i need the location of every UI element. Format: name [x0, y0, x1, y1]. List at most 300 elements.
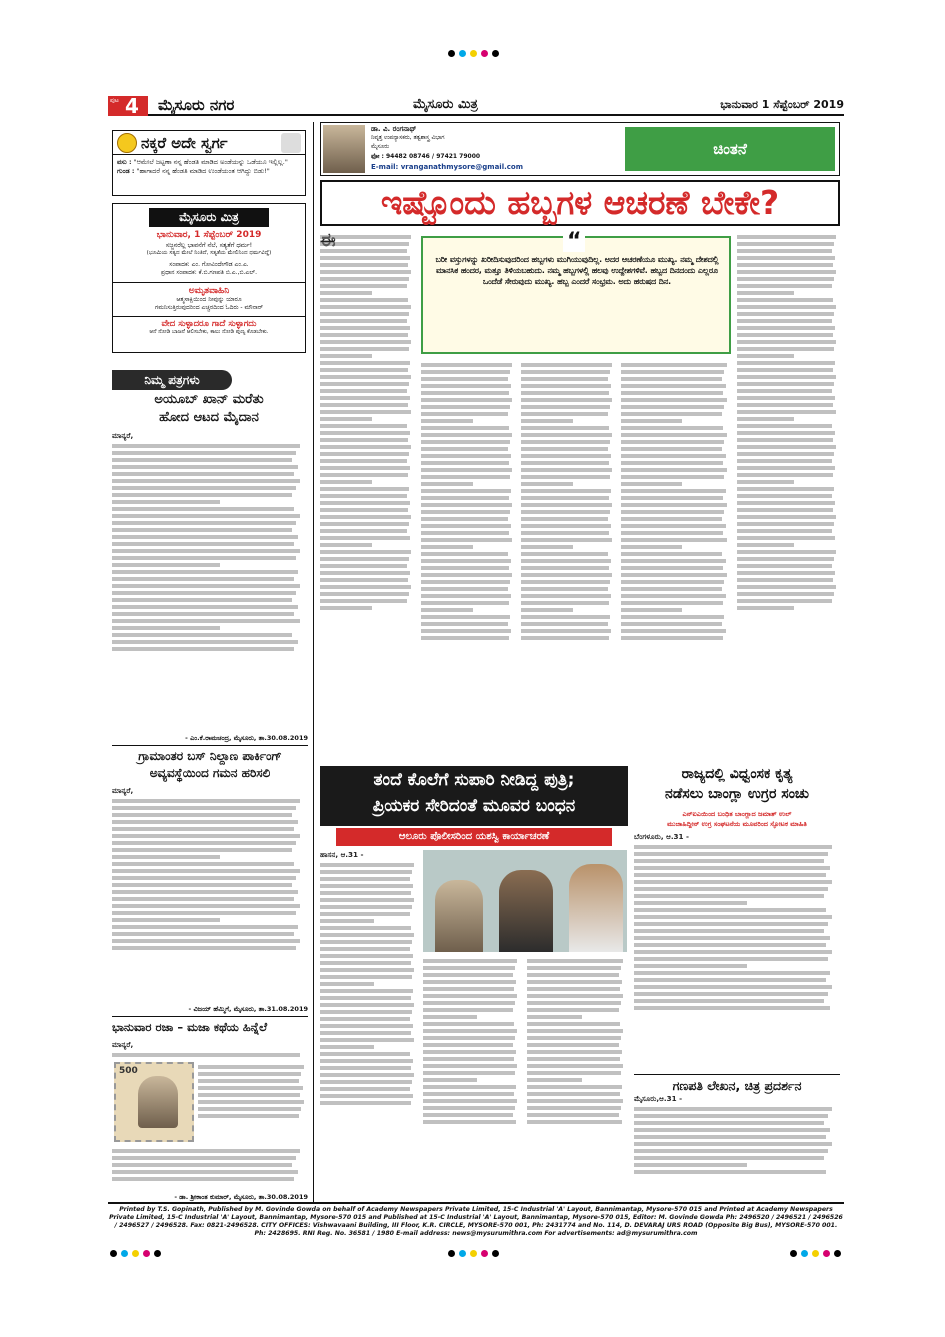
text-line — [198, 1072, 301, 1076]
text-line — [320, 947, 410, 951]
author-city: ಮೈಸೂರು — [371, 144, 390, 150]
letter-3-body — [198, 1062, 308, 1144]
text-line — [320, 235, 411, 239]
text-line — [421, 580, 510, 584]
text-line — [521, 461, 609, 465]
text-line — [112, 619, 300, 623]
bangla-headline-2: ನಡೆಸಲು ಬಾಂಗ್ಲಾ ಉಗ್ರರ ಸಂಚು — [665, 786, 809, 802]
text-line — [320, 466, 410, 470]
text-line — [421, 566, 509, 570]
bangla-text — [634, 845, 840, 1010]
text-line — [634, 1128, 830, 1132]
text-line — [112, 500, 220, 504]
text-line — [320, 291, 372, 295]
text-line — [320, 884, 413, 888]
text-line — [621, 636, 723, 640]
chintane-headline: ಇಷ್ಟೊಂದು ಹಬ್ಬಗಳ ಆಚರಣೆ ಬೇಕೇ? — [320, 180, 840, 226]
reg-dot-black — [448, 50, 455, 57]
crime-headline-1: ತಂದೆ ಕೊಲೆಗೆ ಸುಪಾರಿ ನೀಡಿದ್ದ ಪುತ್ರಿ; — [373, 770, 575, 790]
page-label: ಪುಟ — [110, 97, 119, 104]
text-line — [421, 384, 511, 388]
text-line — [621, 412, 722, 416]
chintane-col-1 — [320, 232, 415, 752]
text-line — [737, 263, 833, 267]
text-line — [320, 1003, 414, 1007]
text-line — [112, 806, 296, 810]
text-line — [112, 1053, 300, 1057]
text-line — [421, 573, 512, 577]
masthead-tagline-1: ಸಜ್ಜನರೆಲ್ಲ ಭಾವನೆಗೆ ನೆಲೆ, ಸತ್ಯತೆಗೆ ಧರ್ಮ! — [165, 242, 253, 249]
letter-2-title-a: ಗ್ರಾಮಾಂತರ ಬಸ್ ನಿಲ್ದಾಣ ಪಾರ್ಕಿಂಗ್ — [138, 749, 282, 763]
text-line — [320, 368, 408, 372]
text-line — [320, 270, 411, 274]
text-line — [112, 612, 294, 616]
text-line — [112, 591, 296, 595]
text-line — [320, 1031, 411, 1035]
text-line — [737, 536, 835, 540]
reg-dot-b1 — [110, 1250, 117, 1257]
text-line — [634, 1163, 747, 1167]
reg-dot-r5 — [834, 1250, 841, 1257]
text-line — [112, 556, 296, 560]
text-line — [320, 417, 372, 421]
text-line — [521, 433, 612, 437]
text-line — [737, 417, 794, 421]
text-line — [320, 263, 408, 267]
text-line — [423, 1099, 517, 1103]
text-line — [634, 1135, 826, 1139]
text-line — [320, 361, 410, 365]
text-line — [634, 1156, 824, 1160]
text-line — [320, 459, 407, 463]
text-line — [320, 989, 413, 993]
text-line — [737, 291, 794, 295]
text-line — [634, 894, 824, 898]
text-line — [737, 438, 833, 442]
text-line — [621, 524, 726, 528]
text-line — [421, 440, 510, 444]
text-line — [320, 319, 407, 323]
text-line — [423, 1022, 514, 1026]
text-line — [737, 333, 833, 337]
letter-3-signature: - ಡಾ. ಶ್ರೀಕಾಂತ ಕುಮಾರ್, ಮೈಸೂರು, ತಾ.30.08.2019 — [174, 1193, 308, 1201]
ganapati-dateline: ಮೈಸೂರು,ಆ.31 - — [634, 1094, 683, 1103]
text-line — [198, 1079, 299, 1083]
text-line — [320, 277, 409, 281]
text-line — [621, 594, 726, 598]
text-line — [634, 1149, 828, 1153]
text-line — [521, 419, 573, 423]
text-line — [320, 1073, 414, 1077]
text-line — [737, 578, 833, 582]
text-line — [320, 940, 412, 944]
text-line — [521, 636, 609, 640]
text-line — [737, 242, 834, 246]
text-line — [634, 1107, 832, 1111]
text-line — [527, 994, 623, 998]
text-line — [421, 601, 509, 605]
text-line — [737, 410, 836, 414]
text-line — [112, 1170, 298, 1174]
text-line — [320, 975, 412, 979]
text-line — [112, 633, 292, 637]
text-line — [320, 452, 409, 456]
text-line — [320, 877, 410, 881]
text-line — [320, 473, 408, 477]
text-line — [112, 493, 292, 497]
text-line — [737, 459, 832, 463]
text-line — [521, 601, 609, 605]
text-line — [423, 994, 517, 998]
text-line — [112, 528, 292, 532]
text-line — [521, 524, 611, 528]
text-line — [521, 629, 611, 633]
text-line — [112, 451, 296, 455]
accused-photo-3 — [569, 864, 623, 952]
text-line — [634, 936, 830, 940]
text-line — [112, 647, 294, 651]
text-line — [521, 405, 610, 409]
text-line — [634, 887, 828, 891]
pull-quote — [421, 229, 731, 354]
reg-dot-cyan — [459, 50, 466, 57]
text-line — [634, 950, 832, 954]
text-line — [320, 898, 414, 902]
text-line — [737, 592, 834, 596]
letter-2-text — [112, 799, 308, 950]
text-line — [621, 426, 723, 430]
text-line — [521, 447, 608, 451]
column-divider — [313, 122, 314, 1202]
text-line — [320, 382, 409, 386]
text-line — [421, 538, 512, 542]
text-line — [320, 1045, 374, 1049]
text-line — [423, 1008, 513, 1012]
footer-rule — [108, 1202, 844, 1204]
text-line — [621, 405, 724, 409]
text-line — [634, 845, 832, 849]
text-line — [112, 1149, 300, 1153]
text-line — [521, 566, 609, 570]
text-line — [621, 601, 723, 605]
text-line — [421, 517, 508, 521]
text-line — [521, 440, 610, 444]
laughing-face-icon — [117, 133, 137, 153]
text-line — [527, 1043, 619, 1047]
text-line — [423, 1001, 515, 1005]
text-line — [421, 636, 509, 640]
register-marks-bottom-right — [745, 1250, 845, 1260]
masthead-box — [112, 203, 306, 353]
text-line — [634, 901, 747, 905]
text-line — [423, 966, 515, 970]
chintane-col-5 — [737, 232, 840, 760]
text-line — [527, 1022, 620, 1026]
text-line — [737, 501, 835, 505]
stamp-portrait — [138, 1076, 178, 1128]
text-line — [737, 424, 832, 428]
text-line — [421, 552, 508, 556]
text-line — [621, 531, 723, 535]
text-line — [737, 354, 794, 358]
text-line — [621, 629, 726, 633]
text-line — [527, 1015, 582, 1019]
text-line — [320, 396, 410, 400]
reg-dot-r1 — [790, 1250, 797, 1257]
text-line — [320, 933, 414, 937]
humor-speaker-2: ಗುಂಡ : — [117, 166, 135, 175]
text-line — [112, 542, 294, 546]
chintane-col-1-text — [320, 235, 415, 610]
crime-col-1-text — [320, 863, 418, 1105]
text-line — [737, 368, 833, 372]
reg-dot-c2 — [459, 1250, 466, 1257]
text-line — [621, 573, 727, 577]
text-line — [527, 1099, 623, 1103]
text-line — [621, 622, 722, 626]
bangla-subheadline-1: ಎನ್‌ಐಎಯಿಂದ ಬಂಧಿತ ಬಾಂಗ್ಲಾದ ಜಮಾತ್ ಉಲ್ — [682, 810, 792, 818]
text-line — [320, 312, 409, 316]
text-line — [320, 592, 409, 596]
text-line — [737, 375, 836, 379]
text-line — [421, 622, 508, 626]
letter-3-body-2 — [112, 1146, 308, 1192]
text-line — [521, 517, 608, 521]
text-line — [320, 912, 410, 916]
text-line — [320, 564, 407, 568]
text-line — [737, 319, 832, 323]
text-line — [634, 971, 830, 975]
text-line — [621, 517, 722, 521]
text-line — [521, 594, 611, 598]
text-line — [112, 799, 300, 803]
text-line — [112, 890, 298, 894]
text-line — [112, 911, 296, 915]
text-line — [737, 543, 794, 547]
text-line — [423, 1036, 515, 1040]
text-line — [737, 508, 833, 512]
text-line — [112, 535, 298, 539]
text-line — [737, 466, 835, 470]
text-line — [634, 929, 824, 933]
register-marks-bottom-center — [405, 1250, 545, 1260]
text-line — [621, 363, 727, 367]
text-line — [634, 1142, 832, 1146]
text-line — [320, 284, 407, 288]
masthead-date: ಭಾನುವಾರ, 1 ಸೆಪ್ಟೆಂಬರ್ 2019 — [156, 230, 262, 240]
text-line — [527, 1113, 619, 1117]
text-line — [737, 235, 836, 239]
text-line — [527, 1078, 582, 1082]
text-line — [521, 475, 610, 479]
text-line — [112, 514, 300, 518]
text-line — [527, 1106, 621, 1110]
text-line — [423, 1092, 514, 1096]
text-line — [737, 529, 832, 533]
amrita-title: ಅಮೃತವಾಹಿನಿ — [113, 282, 305, 296]
text-line — [621, 475, 724, 479]
text-line — [421, 363, 512, 367]
text-line — [521, 426, 609, 430]
text-line — [737, 347, 834, 351]
crime-col-3-text — [527, 959, 627, 1124]
text-line — [198, 1065, 304, 1069]
text-line — [320, 529, 407, 533]
text-line — [112, 570, 298, 574]
text-line — [737, 473, 833, 477]
text-line — [320, 905, 412, 909]
reg-dot-r4 — [823, 1250, 830, 1257]
text-line — [737, 445, 836, 449]
text-line — [112, 897, 294, 901]
text-line — [423, 1057, 514, 1061]
text-line — [737, 312, 834, 316]
text-line — [112, 946, 296, 950]
letter-1-title-b: ಹೋದ ಆಟದ ಮೈದಾನ — [159, 410, 259, 425]
text-line — [527, 987, 620, 991]
text-line — [527, 1001, 621, 1005]
text-line — [320, 1101, 411, 1105]
reg-dot-r2 — [801, 1250, 808, 1257]
text-line — [521, 559, 611, 563]
text-line — [198, 1100, 304, 1104]
text-line — [112, 1156, 296, 1160]
text-line — [527, 966, 621, 970]
text-line — [112, 932, 294, 936]
text-line — [320, 410, 411, 414]
text-line — [621, 440, 724, 444]
text-line — [737, 305, 836, 309]
text-line — [320, 403, 408, 407]
text-line — [621, 482, 682, 486]
author-phone: ಫೋ : 94482 08746 / 97421 79000 — [371, 153, 481, 160]
text-line — [112, 507, 294, 511]
text-line — [521, 482, 573, 486]
text-line — [737, 431, 835, 435]
text-line — [112, 834, 300, 838]
text-line — [112, 848, 292, 852]
text-line — [621, 608, 682, 612]
text-line — [320, 536, 410, 540]
text-line — [112, 486, 296, 490]
text-line — [421, 377, 508, 381]
text-line — [320, 1087, 410, 1091]
text-line — [621, 566, 723, 570]
text-line — [621, 384, 726, 388]
text-line — [737, 452, 834, 456]
text-line — [320, 557, 409, 561]
letter-3-text-a — [112, 1053, 308, 1057]
page-header — [108, 96, 844, 116]
text-line — [621, 559, 726, 563]
text-line — [320, 375, 411, 379]
text-line — [320, 606, 372, 610]
text-line — [634, 1170, 826, 1174]
text-line — [423, 1050, 516, 1054]
text-line — [737, 326, 835, 330]
text-line — [621, 510, 724, 514]
text-line — [320, 891, 411, 895]
text-line — [737, 494, 832, 498]
text-line — [423, 987, 514, 991]
text-line — [521, 468, 612, 472]
text-line — [198, 1093, 300, 1097]
text-line — [112, 549, 300, 553]
text-line — [320, 1024, 413, 1028]
text-line — [320, 249, 407, 253]
text-line — [421, 524, 511, 528]
text-line — [527, 1008, 619, 1012]
text-line — [423, 1043, 513, 1047]
text-line — [320, 256, 410, 260]
reg-dot-magenta — [481, 50, 488, 57]
text-line — [112, 472, 294, 476]
text-line — [421, 398, 512, 402]
text-line — [320, 354, 372, 358]
text-line — [737, 249, 832, 253]
text-line — [320, 1066, 411, 1070]
text-line — [112, 479, 300, 483]
text-line — [320, 305, 411, 309]
text-line — [320, 919, 374, 923]
section-name: ಮೈಸೂರು ನಗರ — [158, 96, 235, 114]
text-line — [527, 1029, 623, 1033]
reg-dot-c3 — [470, 1250, 477, 1257]
text-line — [521, 615, 610, 619]
bangla-headline-1: ರಾಜ್ಯದಲ್ಲಿ ವಿಧ್ವಂಸಕ ಕೃತ್ಯ — [681, 766, 793, 782]
text-line — [737, 515, 836, 519]
text-line — [634, 964, 747, 968]
text-line — [521, 587, 608, 591]
chintane-col-4-text — [621, 363, 731, 640]
text-line — [634, 880, 832, 884]
text-line — [521, 489, 611, 493]
text-line — [737, 487, 834, 491]
text-line — [320, 298, 408, 302]
text-line — [320, 1010, 412, 1014]
text-line — [521, 510, 610, 514]
text-line — [112, 918, 220, 922]
text-line — [621, 447, 722, 451]
text-line — [423, 1078, 477, 1082]
text-line — [527, 1092, 620, 1096]
stamp-image — [114, 1062, 194, 1142]
humor-box — [112, 130, 306, 196]
text-line — [421, 594, 511, 598]
letter-divider-2 — [112, 1016, 308, 1017]
masthead-brand: ಮೈಸೂರು ಮಿತ್ರ — [149, 208, 269, 227]
text-line — [320, 1080, 412, 1084]
reg-dot-b5 — [154, 1250, 161, 1257]
text-line — [621, 538, 727, 542]
letter-3-salutation: ಮಾನ್ಯರೆ, — [112, 1040, 134, 1049]
text-line — [521, 622, 608, 626]
reg-dot-b3 — [132, 1250, 139, 1257]
text-line — [634, 908, 826, 912]
column-name: ಚಿಂತನೆ — [625, 127, 835, 171]
text-line — [521, 538, 612, 542]
text-line — [421, 510, 510, 514]
text-line — [320, 599, 407, 603]
text-line — [320, 578, 408, 582]
text-line — [527, 1120, 622, 1124]
text-line — [112, 883, 292, 887]
text-line — [634, 999, 824, 1003]
humor-dialog — [117, 158, 303, 175]
text-line — [521, 384, 611, 388]
letter-1-body — [112, 431, 308, 731]
text-line — [737, 396, 835, 400]
